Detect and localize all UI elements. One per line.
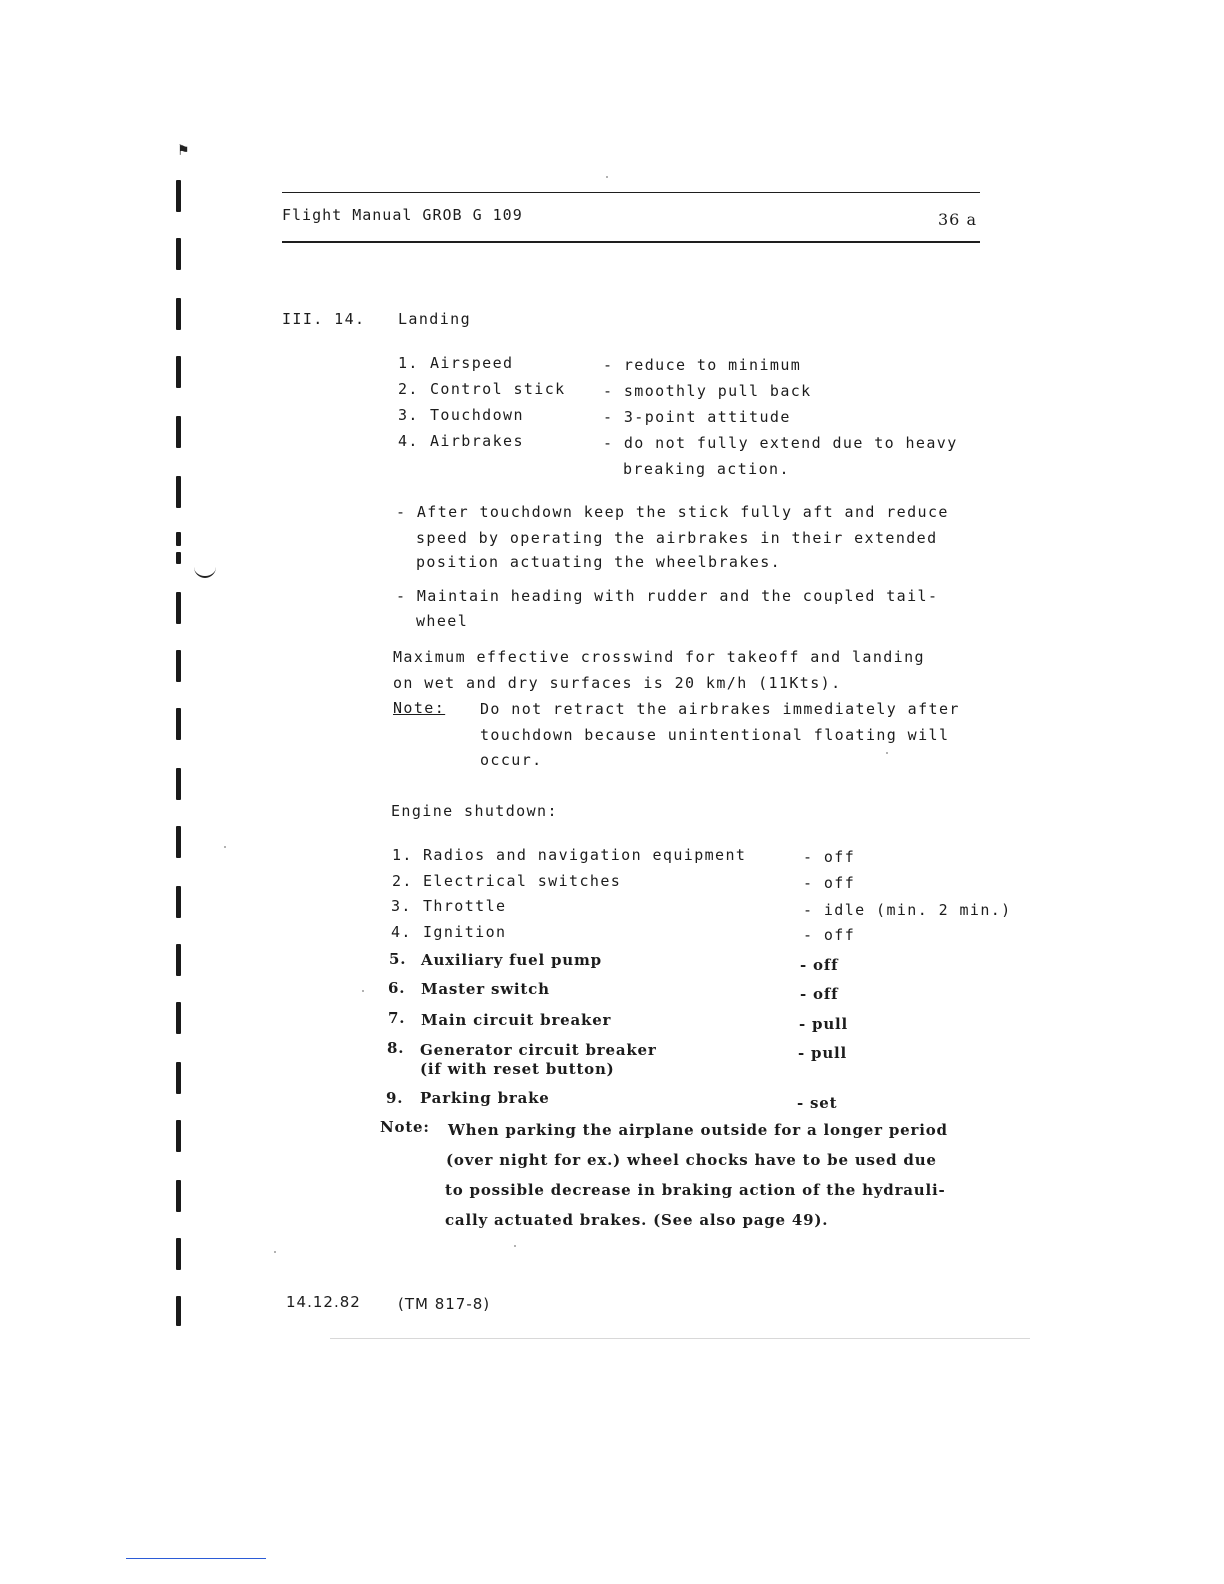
- shutdown-step-number: 7.: [388, 1009, 406, 1027]
- shutdown-step-number: 1.: [392, 846, 413, 864]
- shutdown-step-number: 9.: [386, 1089, 404, 1107]
- shutdown-step-item: Parking brake: [420, 1089, 550, 1107]
- note-text: cally actuated brakes. (See also page 49).: [445, 1211, 829, 1229]
- binding-mark: [176, 552, 181, 564]
- scan-speck: [224, 846, 226, 848]
- scan-speck: [514, 1245, 516, 1247]
- shutdown-step-item: Auxiliary fuel pump: [421, 951, 602, 969]
- crosswind-text: on wet and dry surfaces is 20 km/h (11Kts).: [393, 674, 842, 692]
- binding-mark: [176, 298, 181, 330]
- note-text: (over night for ex.) wheel chocks have to be used due: [446, 1151, 937, 1169]
- after-touchdown-text: speed by operating the airbrakes in their extended: [416, 529, 938, 547]
- note-text: occur.: [480, 751, 543, 769]
- landing-step-number: 3.: [398, 406, 419, 424]
- binding-mark: [176, 416, 181, 448]
- shutdown-step-action: - off: [803, 848, 856, 866]
- after-touchdown-text: - After touchdown keep the stick fully aft and reduce: [396, 503, 949, 521]
- shutdown-step-number: 3.: [391, 897, 412, 915]
- note-text: to possible decrease in braking action of the hydrauli-: [445, 1181, 946, 1199]
- binding-mark: [176, 944, 181, 976]
- landing-step-number: 1.: [398, 354, 419, 372]
- binding-mark: [176, 708, 181, 740]
- binding-mark: [176, 356, 181, 388]
- binding-mark: [176, 1296, 181, 1326]
- landing-step-item: Airbrakes: [430, 432, 524, 450]
- note-text: touchdown because unintentional floating will: [480, 726, 950, 744]
- shutdown-step-action: - off: [803, 926, 856, 944]
- shutdown-step-action: - pull: [798, 1044, 848, 1062]
- maintain-heading-text: - Maintain heading with rudder and the coupled tail-: [396, 587, 939, 605]
- binding-mark: [176, 1180, 181, 1212]
- landing-step-action: - do not fully extend due to heavy: [603, 434, 958, 452]
- landing-step-number: 2.: [398, 380, 419, 398]
- binding-mark: [176, 826, 181, 858]
- shutdown-step-action: - pull: [799, 1015, 849, 1033]
- shutdown-step-number: 8.: [387, 1039, 405, 1057]
- binding-mark: [176, 532, 181, 546]
- binding-mark: [176, 1238, 181, 1270]
- shutdown-step-number: 2.: [392, 872, 413, 890]
- binding-mark: [176, 476, 181, 508]
- binding-mark: [176, 1002, 181, 1034]
- note-label: Note:: [393, 699, 446, 717]
- header-rule-bottom: [282, 241, 980, 243]
- landing-step-action: - smoothly pull back: [603, 382, 812, 400]
- shutdown-step-item: Throttle: [423, 897, 507, 915]
- section-title: Landing: [398, 310, 472, 328]
- note-text: When parking the airplane outside for a longer period: [448, 1121, 948, 1139]
- landing-step-action: - reduce to minimum: [603, 356, 802, 374]
- shutdown-step-action: - off: [803, 874, 856, 892]
- landing-step-item: Airspeed: [430, 354, 514, 372]
- bottom-underline: [126, 1558, 266, 1559]
- scan-edge: [330, 1338, 1030, 1339]
- section-number: III. 14.: [282, 310, 366, 328]
- landing-step-action: - 3-point attitude: [603, 408, 791, 426]
- landing-step-number: 4.: [398, 432, 419, 450]
- maintain-heading-text: wheel: [416, 612, 469, 630]
- shutdown-step-item: Ignition: [423, 923, 507, 941]
- binding-mark: [176, 1120, 181, 1152]
- binding-mark: [176, 886, 181, 918]
- shutdown-step-item: Master switch: [421, 980, 550, 998]
- binding-mark: [176, 238, 181, 270]
- shutdown-step-item: Main circuit breaker: [421, 1011, 612, 1029]
- shutdown-step-number: 4.: [391, 923, 412, 941]
- page-number: 36 a: [938, 210, 977, 229]
- shutdown-step-number: 6.: [388, 979, 406, 997]
- note-text: Do not retract the airbrakes immediately after: [480, 700, 960, 718]
- note-label: Note:: [380, 1118, 430, 1136]
- binding-mark: [176, 650, 181, 682]
- binding-mark: [176, 768, 181, 800]
- shutdown-step-item: Radios and navigation equipment: [423, 846, 747, 864]
- landing-step-item: Touchdown: [430, 406, 524, 424]
- shutdown-step-number: 5.: [389, 950, 407, 968]
- landing-step-action-continued: breaking action.: [623, 460, 790, 478]
- shutdown-step-item: Electrical switches: [423, 872, 622, 890]
- shutdown-step-item: Generator circuit breaker: [420, 1041, 657, 1059]
- shutdown-step-action: - set: [797, 1094, 838, 1112]
- binding-mark: [176, 592, 181, 624]
- scan-speck: [274, 1251, 276, 1253]
- shutdown-step-action: - off: [800, 956, 839, 974]
- scan-speck: [886, 752, 888, 754]
- binding-mark: [176, 1062, 181, 1094]
- shutdown-step-item-continued: (if with reset button): [420, 1060, 615, 1078]
- header-rule-top: [282, 192, 980, 193]
- manual-title: Flight Manual GROB G 109: [282, 206, 523, 224]
- scan-speck: [606, 176, 608, 178]
- crosswind-text: Maximum effective crosswind for takeoff and landing: [393, 648, 925, 666]
- engine-shutdown-heading: Engine shutdown:: [391, 802, 558, 820]
- binding-mark: [176, 180, 181, 212]
- after-touchdown-text: position actuating the wheelbrakes.: [416, 553, 782, 571]
- scan-speck: [362, 990, 364, 992]
- technical-reference: (TM 817-8): [398, 1295, 491, 1313]
- binding-clip-icon: ⚑: [177, 143, 190, 159]
- landing-step-item: Control stick: [430, 380, 566, 398]
- shutdown-step-action: - off: [800, 985, 839, 1003]
- revision-date: 14.12.82: [286, 1293, 361, 1311]
- shutdown-step-action: - idle (min. 2 min.): [803, 901, 1012, 919]
